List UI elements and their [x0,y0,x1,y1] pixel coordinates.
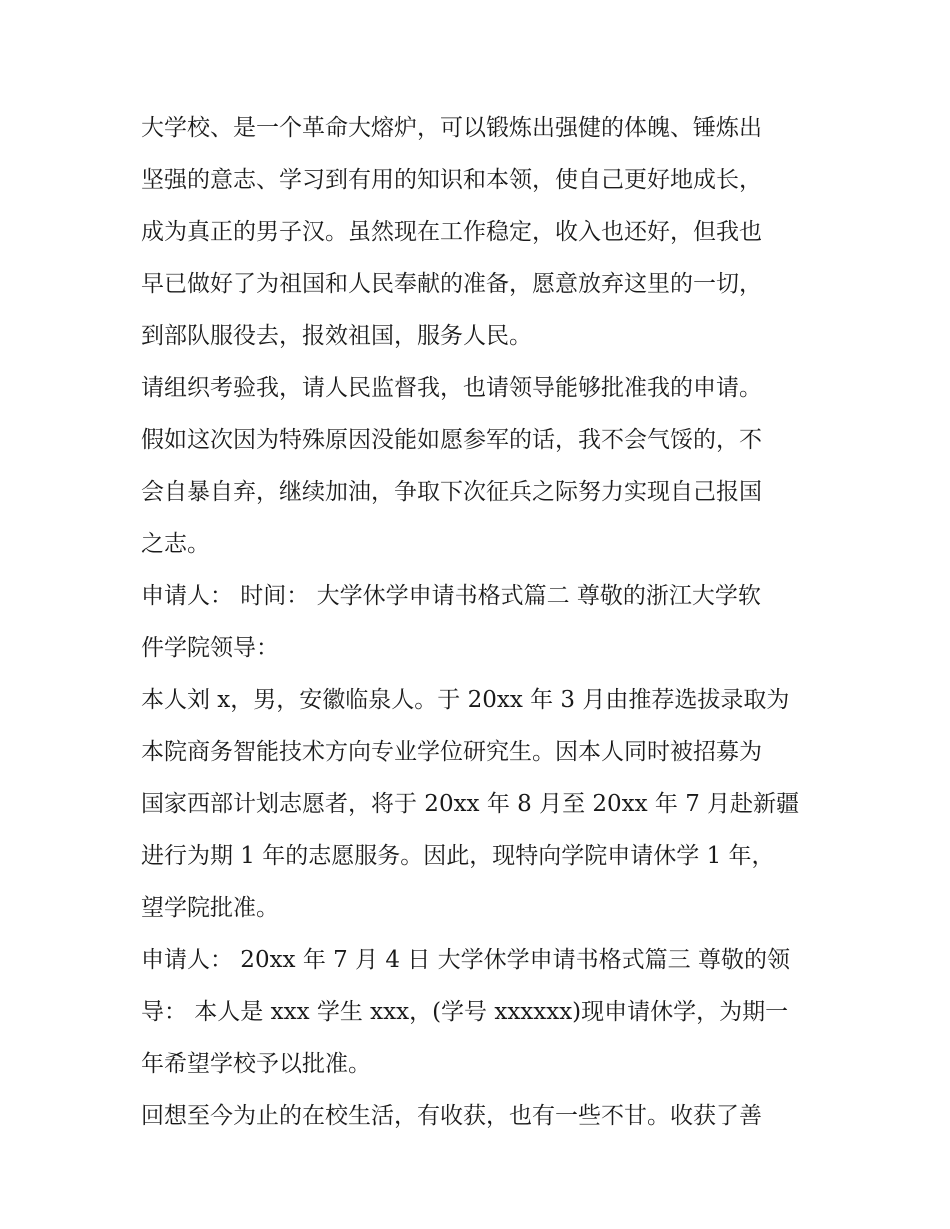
text-line: 成为真正的男子汉。虽然现在工作稳定，收入也还好，但我也 [141,219,762,245]
text-line: 回想至今为止的在校生活，有收获，也有一些不甘。收获了善 [141,1103,762,1129]
text-line: 会自暴自弃，继续加油，争取下次征兵之际努力实现自己报国 [141,479,762,505]
document-body [141,102,831,1142]
text-line: 导： 本人是 xxx 学生 xxx，(学号 xxxxxx)现申请休学，为期一 [141,999,789,1025]
text-line: 到部队服役去，报效祖国，服务人民。 [141,323,532,349]
text-line: 早已做好了为祖国和人民奉献的准备，愿意放弃这里的一切， [141,271,762,297]
text-line: 望学院批准。 [141,895,279,921]
text-line: 请组织考验我，请人民监督我，也请领导能够批准我的申请。 [141,375,762,401]
text-line: 申请人： 20xx 年 7 月 4 日 大学休学申请书格式篇三 尊敬的领 [141,947,790,973]
text-line: 进行为期 1 年的志愿服务。因此，现特向学院申请休学 1 年， [141,843,775,869]
text-line: 本人刘 x，男，安徽临泉人。于 20xx 年 3 月由推荐选拔录取为 [141,687,790,713]
text-line: 国家西部计划志愿者，将于 20xx 年 8 月至 20xx 年 7 月赴新疆 [141,791,800,817]
text-line: 假如这次因为特殊原因没能如愿参军的话，我不会气馁的，不 [141,427,762,453]
text-line: 申请人： 时间： 大学休学申请书格式篇二 尊敬的浙江大学软 [141,583,761,609]
text-line: 年希望学校予以批准。 [141,1051,371,1077]
text-line: 大学校、是一个革命大熔炉，可以锻炼出强健的体魄、锤炼出 [141,115,762,141]
text-line: 本院商务智能技术方向专业学位研究生。因本人同时被招募为 [141,739,762,765]
text-line: 之志。 [141,531,210,557]
text-line: 坚强的意志、学习到有用的知识和本领，使自己更好地成长， [141,167,762,193]
text-line: 件学院领导： [141,635,279,661]
